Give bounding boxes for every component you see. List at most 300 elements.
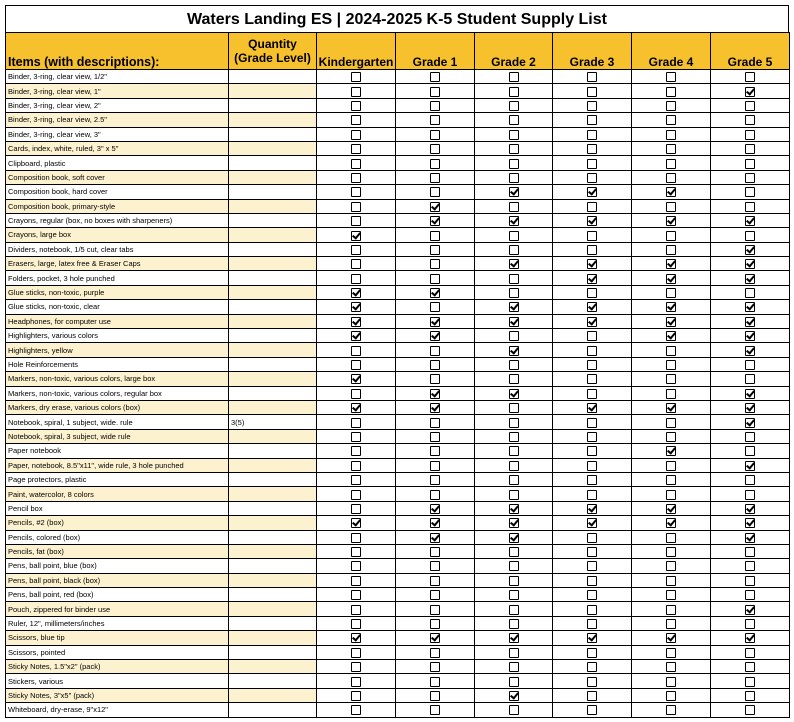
checked-checkbox-icon[interactable] xyxy=(351,231,361,241)
unchecked-checkbox-icon[interactable] xyxy=(430,360,440,370)
checked-checkbox-icon[interactable] xyxy=(587,187,597,197)
checked-checkbox-icon[interactable] xyxy=(745,504,755,514)
unchecked-checkbox-icon[interactable] xyxy=(509,403,519,413)
unchecked-checkbox-icon[interactable] xyxy=(745,360,755,370)
unchecked-checkbox-icon[interactable] xyxy=(430,259,440,269)
unchecked-checkbox-icon[interactable] xyxy=(666,346,676,356)
unchecked-checkbox-icon[interactable] xyxy=(509,115,519,125)
grade-check-cell xyxy=(396,400,475,414)
unchecked-checkbox-icon[interactable] xyxy=(430,231,440,241)
unchecked-checkbox-icon[interactable] xyxy=(509,590,519,600)
grade-check-cell xyxy=(317,645,396,659)
unchecked-checkbox-icon[interactable] xyxy=(430,561,440,571)
unchecked-checkbox-icon[interactable] xyxy=(509,144,519,154)
checked-checkbox-icon[interactable] xyxy=(430,633,440,643)
unchecked-checkbox-icon[interactable] xyxy=(351,144,361,154)
unchecked-checkbox-icon[interactable] xyxy=(430,590,440,600)
checked-checkbox-icon[interactable] xyxy=(587,302,597,312)
unchecked-checkbox-icon[interactable] xyxy=(666,576,676,586)
grade-check-cell xyxy=(396,588,475,602)
unchecked-checkbox-icon[interactable] xyxy=(509,173,519,183)
checked-checkbox-icon[interactable] xyxy=(351,374,361,384)
item-description: Pencils, fat (box) xyxy=(6,544,229,558)
unchecked-checkbox-icon[interactable] xyxy=(587,245,597,255)
unchecked-checkbox-icon[interactable] xyxy=(351,202,361,212)
unchecked-checkbox-icon[interactable] xyxy=(351,590,361,600)
unchecked-checkbox-icon[interactable] xyxy=(587,475,597,485)
unchecked-checkbox-icon[interactable] xyxy=(351,115,361,125)
grade-check-cell xyxy=(553,329,632,343)
checked-checkbox-icon[interactable] xyxy=(745,518,755,528)
unchecked-checkbox-icon[interactable] xyxy=(509,374,519,384)
unchecked-checkbox-icon[interactable] xyxy=(509,475,519,485)
unchecked-checkbox-icon[interactable] xyxy=(430,130,440,140)
unchecked-checkbox-icon[interactable] xyxy=(351,533,361,543)
unchecked-checkbox-icon[interactable] xyxy=(666,490,676,500)
unchecked-checkbox-icon[interactable] xyxy=(351,461,361,471)
unchecked-checkbox-icon[interactable] xyxy=(430,691,440,701)
unchecked-checkbox-icon[interactable] xyxy=(587,389,597,399)
unchecked-checkbox-icon[interactable] xyxy=(587,705,597,715)
unchecked-checkbox-icon[interactable] xyxy=(666,705,676,715)
unchecked-checkbox-icon[interactable] xyxy=(430,648,440,658)
unchecked-checkbox-icon[interactable] xyxy=(587,115,597,125)
unchecked-checkbox-icon[interactable] xyxy=(351,648,361,658)
unchecked-checkbox-icon[interactable] xyxy=(666,547,676,557)
checked-checkbox-icon[interactable] xyxy=(745,633,755,643)
unchecked-checkbox-icon[interactable] xyxy=(745,662,755,672)
checked-checkbox-icon[interactable] xyxy=(745,605,755,615)
checked-checkbox-icon[interactable] xyxy=(430,317,440,327)
unchecked-checkbox-icon[interactable] xyxy=(509,130,519,140)
checked-checkbox-icon[interactable] xyxy=(587,274,597,284)
unchecked-checkbox-icon[interactable] xyxy=(666,144,676,154)
unchecked-checkbox-icon[interactable] xyxy=(587,374,597,384)
unchecked-checkbox-icon[interactable] xyxy=(587,101,597,111)
unchecked-checkbox-icon[interactable] xyxy=(587,144,597,154)
unchecked-checkbox-icon[interactable] xyxy=(430,446,440,456)
unchecked-checkbox-icon[interactable] xyxy=(509,231,519,241)
unchecked-checkbox-icon[interactable] xyxy=(587,432,597,442)
unchecked-checkbox-icon[interactable] xyxy=(666,619,676,629)
unchecked-checkbox-icon[interactable] xyxy=(745,547,755,557)
unchecked-checkbox-icon[interactable] xyxy=(351,490,361,500)
unchecked-checkbox-icon[interactable] xyxy=(509,360,519,370)
unchecked-checkbox-icon[interactable] xyxy=(430,490,440,500)
checked-checkbox-icon[interactable] xyxy=(509,518,519,528)
unchecked-checkbox-icon[interactable] xyxy=(509,605,519,615)
unchecked-checkbox-icon[interactable] xyxy=(666,288,676,298)
unchecked-checkbox-icon[interactable] xyxy=(430,187,440,197)
unchecked-checkbox-icon[interactable] xyxy=(509,619,519,629)
unchecked-checkbox-icon[interactable] xyxy=(509,274,519,284)
unchecked-checkbox-icon[interactable] xyxy=(351,101,361,111)
unchecked-checkbox-icon[interactable] xyxy=(587,346,597,356)
unchecked-checkbox-icon[interactable] xyxy=(745,144,755,154)
checked-checkbox-icon[interactable] xyxy=(745,317,755,327)
unchecked-checkbox-icon[interactable] xyxy=(666,87,676,97)
checked-checkbox-icon[interactable] xyxy=(587,504,597,514)
unchecked-checkbox-icon[interactable] xyxy=(430,274,440,284)
checked-checkbox-icon[interactable] xyxy=(430,389,440,399)
checked-checkbox-icon[interactable] xyxy=(509,216,519,226)
unchecked-checkbox-icon[interactable] xyxy=(745,490,755,500)
grade-check-cell xyxy=(396,415,475,429)
grade-check-cell xyxy=(396,501,475,515)
unchecked-checkbox-icon[interactable] xyxy=(509,418,519,428)
unchecked-checkbox-icon[interactable] xyxy=(351,346,361,356)
table-row xyxy=(6,458,790,472)
unchecked-checkbox-icon[interactable] xyxy=(745,130,755,140)
unchecked-checkbox-icon[interactable] xyxy=(745,159,755,169)
grade-check-cell xyxy=(475,156,553,170)
unchecked-checkbox-icon[interactable] xyxy=(666,418,676,428)
unchecked-checkbox-icon[interactable] xyxy=(351,87,361,97)
unchecked-checkbox-icon[interactable] xyxy=(587,677,597,687)
unchecked-checkbox-icon[interactable] xyxy=(509,662,519,672)
unchecked-checkbox-icon[interactable] xyxy=(666,475,676,485)
checked-checkbox-icon[interactable] xyxy=(666,317,676,327)
unchecked-checkbox-icon[interactable] xyxy=(745,705,755,715)
unchecked-checkbox-icon[interactable] xyxy=(587,446,597,456)
unchecked-checkbox-icon[interactable] xyxy=(666,101,676,111)
checked-checkbox-icon[interactable] xyxy=(509,691,519,701)
unchecked-checkbox-icon[interactable] xyxy=(666,691,676,701)
unchecked-checkbox-icon[interactable] xyxy=(745,619,755,629)
grade-check-cell xyxy=(553,631,632,645)
unchecked-checkbox-icon[interactable] xyxy=(430,475,440,485)
unchecked-checkbox-icon[interactable] xyxy=(509,561,519,571)
unchecked-checkbox-icon[interactable] xyxy=(351,475,361,485)
checked-checkbox-icon[interactable] xyxy=(351,331,361,341)
checked-checkbox-icon[interactable] xyxy=(745,302,755,312)
unchecked-checkbox-icon[interactable] xyxy=(666,389,676,399)
unchecked-checkbox-icon[interactable] xyxy=(430,144,440,154)
item-description: Crayons, regular (box, no boxes with sharpeners) xyxy=(6,213,229,227)
item-quantity xyxy=(229,285,317,299)
unchecked-checkbox-icon[interactable] xyxy=(509,202,519,212)
checked-checkbox-icon[interactable] xyxy=(666,274,676,284)
unchecked-checkbox-icon[interactable] xyxy=(745,187,755,197)
unchecked-checkbox-icon[interactable] xyxy=(745,288,755,298)
checked-checkbox-icon[interactable] xyxy=(430,202,440,212)
checked-checkbox-icon[interactable] xyxy=(587,259,597,269)
unchecked-checkbox-icon[interactable] xyxy=(587,691,597,701)
grade-check-cell xyxy=(317,141,396,155)
grade-check-cell xyxy=(396,127,475,141)
unchecked-checkbox-icon[interactable] xyxy=(430,101,440,111)
unchecked-checkbox-icon[interactable] xyxy=(509,576,519,586)
checked-checkbox-icon[interactable] xyxy=(509,633,519,643)
unchecked-checkbox-icon[interactable] xyxy=(745,446,755,456)
unchecked-checkbox-icon[interactable] xyxy=(430,374,440,384)
unchecked-checkbox-icon[interactable] xyxy=(745,432,755,442)
grade-check-cell xyxy=(475,588,553,602)
unchecked-checkbox-icon[interactable] xyxy=(509,648,519,658)
item-quantity xyxy=(229,185,317,199)
checked-checkbox-icon[interactable] xyxy=(430,518,440,528)
unchecked-checkbox-icon[interactable] xyxy=(430,619,440,629)
unchecked-checkbox-icon[interactable] xyxy=(587,231,597,241)
unchecked-checkbox-icon[interactable] xyxy=(509,432,519,442)
checked-checkbox-icon[interactable] xyxy=(351,317,361,327)
unchecked-checkbox-icon[interactable] xyxy=(666,115,676,125)
unchecked-checkbox-icon[interactable] xyxy=(745,115,755,125)
unchecked-checkbox-icon[interactable] xyxy=(351,691,361,701)
unchecked-checkbox-icon[interactable] xyxy=(351,662,361,672)
unchecked-checkbox-icon[interactable] xyxy=(587,288,597,298)
unchecked-checkbox-icon[interactable] xyxy=(430,576,440,586)
unchecked-checkbox-icon[interactable] xyxy=(745,202,755,212)
unchecked-checkbox-icon[interactable] xyxy=(351,173,361,183)
unchecked-checkbox-icon[interactable] xyxy=(666,360,676,370)
item-description: Pens, ball point, blue (box) xyxy=(6,559,229,573)
item-quantity xyxy=(229,530,317,544)
unchecked-checkbox-icon[interactable] xyxy=(351,705,361,715)
checked-checkbox-icon[interactable] xyxy=(430,331,440,341)
unchecked-checkbox-icon[interactable] xyxy=(745,101,755,111)
unchecked-checkbox-icon[interactable] xyxy=(509,87,519,97)
unchecked-checkbox-icon[interactable] xyxy=(587,561,597,571)
unchecked-checkbox-icon[interactable] xyxy=(430,605,440,615)
unchecked-checkbox-icon[interactable] xyxy=(666,374,676,384)
unchecked-checkbox-icon[interactable] xyxy=(351,446,361,456)
grade-check-cell xyxy=(396,84,475,98)
unchecked-checkbox-icon[interactable] xyxy=(351,259,361,269)
unchecked-checkbox-icon[interactable] xyxy=(587,605,597,615)
unchecked-checkbox-icon[interactable] xyxy=(745,691,755,701)
unchecked-checkbox-icon[interactable] xyxy=(430,173,440,183)
unchecked-checkbox-icon[interactable] xyxy=(745,173,755,183)
checked-checkbox-icon[interactable] xyxy=(745,403,755,413)
unchecked-checkbox-icon[interactable] xyxy=(745,677,755,687)
unchecked-checkbox-icon[interactable] xyxy=(666,677,676,687)
checked-checkbox-icon[interactable] xyxy=(666,187,676,197)
unchecked-checkbox-icon[interactable] xyxy=(351,504,361,514)
unchecked-checkbox-icon[interactable] xyxy=(666,432,676,442)
unchecked-checkbox-icon[interactable] xyxy=(666,662,676,672)
checked-checkbox-icon[interactable] xyxy=(351,302,361,312)
checked-checkbox-icon[interactable] xyxy=(587,633,597,643)
unchecked-checkbox-icon[interactable] xyxy=(587,72,597,82)
unchecked-checkbox-icon[interactable] xyxy=(430,245,440,255)
unchecked-checkbox-icon[interactable] xyxy=(509,101,519,111)
checked-checkbox-icon[interactable] xyxy=(666,446,676,456)
checked-checkbox-icon[interactable] xyxy=(745,331,755,341)
unchecked-checkbox-icon[interactable] xyxy=(351,187,361,197)
unchecked-checkbox-icon[interactable] xyxy=(509,461,519,471)
unchecked-checkbox-icon[interactable] xyxy=(509,245,519,255)
checked-checkbox-icon[interactable] xyxy=(666,403,676,413)
unchecked-checkbox-icon[interactable] xyxy=(351,418,361,428)
unchecked-checkbox-icon[interactable] xyxy=(351,619,361,629)
unchecked-checkbox-icon[interactable] xyxy=(351,130,361,140)
unchecked-checkbox-icon[interactable] xyxy=(587,159,597,169)
unchecked-checkbox-icon[interactable] xyxy=(351,432,361,442)
table-row xyxy=(6,185,790,199)
unchecked-checkbox-icon[interactable] xyxy=(430,432,440,442)
checked-checkbox-icon[interactable] xyxy=(509,504,519,514)
grade-check-cell xyxy=(475,228,553,242)
unchecked-checkbox-icon[interactable] xyxy=(587,590,597,600)
unchecked-checkbox-icon[interactable] xyxy=(745,561,755,571)
unchecked-checkbox-icon[interactable] xyxy=(745,231,755,241)
unchecked-checkbox-icon[interactable] xyxy=(509,331,519,341)
unchecked-checkbox-icon[interactable] xyxy=(351,576,361,586)
unchecked-checkbox-icon[interactable] xyxy=(351,360,361,370)
unchecked-checkbox-icon[interactable] xyxy=(587,533,597,543)
checked-checkbox-icon[interactable] xyxy=(430,504,440,514)
checked-checkbox-icon[interactable] xyxy=(509,389,519,399)
unchecked-checkbox-icon[interactable] xyxy=(587,130,597,140)
checked-checkbox-icon[interactable] xyxy=(745,216,755,226)
unchecked-checkbox-icon[interactable] xyxy=(509,490,519,500)
unchecked-checkbox-icon[interactable] xyxy=(587,648,597,658)
unchecked-checkbox-icon[interactable] xyxy=(351,561,361,571)
unchecked-checkbox-icon[interactable] xyxy=(351,245,361,255)
unchecked-checkbox-icon[interactable] xyxy=(587,87,597,97)
checked-checkbox-icon[interactable] xyxy=(351,288,361,298)
unchecked-checkbox-icon[interactable] xyxy=(351,677,361,687)
unchecked-checkbox-icon[interactable] xyxy=(509,677,519,687)
unchecked-checkbox-icon[interactable] xyxy=(666,461,676,471)
unchecked-checkbox-icon[interactable] xyxy=(666,605,676,615)
unchecked-checkbox-icon[interactable] xyxy=(587,418,597,428)
grade-check-cell xyxy=(475,329,553,343)
checked-checkbox-icon[interactable] xyxy=(509,317,519,327)
unchecked-checkbox-icon[interactable] xyxy=(587,331,597,341)
checked-checkbox-icon[interactable] xyxy=(430,288,440,298)
unchecked-checkbox-icon[interactable] xyxy=(351,605,361,615)
checked-checkbox-icon[interactable] xyxy=(745,245,755,255)
unchecked-checkbox-icon[interactable] xyxy=(351,216,361,226)
unchecked-checkbox-icon[interactable] xyxy=(745,374,755,384)
checked-checkbox-icon[interactable] xyxy=(745,461,755,471)
unchecked-checkbox-icon[interactable] xyxy=(666,590,676,600)
grade-check-cell xyxy=(711,141,790,155)
unchecked-checkbox-icon[interactable] xyxy=(430,418,440,428)
checked-checkbox-icon[interactable] xyxy=(666,504,676,514)
unchecked-checkbox-icon[interactable] xyxy=(587,576,597,586)
unchecked-checkbox-icon[interactable] xyxy=(351,274,361,284)
checked-checkbox-icon[interactable] xyxy=(509,187,519,197)
unchecked-checkbox-icon[interactable] xyxy=(509,159,519,169)
unchecked-checkbox-icon[interactable] xyxy=(745,590,755,600)
unchecked-checkbox-icon[interactable] xyxy=(430,346,440,356)
unchecked-checkbox-icon[interactable] xyxy=(745,648,755,658)
grade-check-cell xyxy=(396,242,475,256)
checked-checkbox-icon[interactable] xyxy=(745,389,755,399)
checked-checkbox-icon[interactable] xyxy=(587,216,597,226)
checked-checkbox-icon[interactable] xyxy=(745,274,755,284)
unchecked-checkbox-icon[interactable] xyxy=(509,288,519,298)
checked-checkbox-icon[interactable] xyxy=(666,633,676,643)
checked-checkbox-icon[interactable] xyxy=(509,302,519,312)
checked-checkbox-icon[interactable] xyxy=(351,633,361,643)
checked-checkbox-icon[interactable] xyxy=(745,259,755,269)
unchecked-checkbox-icon[interactable] xyxy=(587,360,597,370)
checked-checkbox-icon[interactable] xyxy=(745,87,755,97)
item-description: Paint, watercolor, 8 colors xyxy=(6,487,229,501)
unchecked-checkbox-icon[interactable] xyxy=(430,115,440,125)
checked-checkbox-icon[interactable] xyxy=(666,302,676,312)
checked-checkbox-icon[interactable] xyxy=(745,346,755,356)
unchecked-checkbox-icon[interactable] xyxy=(666,533,676,543)
unchecked-checkbox-icon[interactable] xyxy=(666,561,676,571)
unchecked-checkbox-icon[interactable] xyxy=(430,662,440,672)
unchecked-checkbox-icon[interactable] xyxy=(587,202,597,212)
checked-checkbox-icon[interactable] xyxy=(430,216,440,226)
checked-checkbox-icon[interactable] xyxy=(745,533,755,543)
checked-checkbox-icon[interactable] xyxy=(745,418,755,428)
unchecked-checkbox-icon[interactable] xyxy=(587,547,597,557)
unchecked-checkbox-icon[interactable] xyxy=(666,130,676,140)
checked-checkbox-icon[interactable] xyxy=(509,259,519,269)
checked-checkbox-icon[interactable] xyxy=(666,259,676,269)
checked-checkbox-icon[interactable] xyxy=(587,518,597,528)
checked-checkbox-icon[interactable] xyxy=(351,518,361,528)
unchecked-checkbox-icon[interactable] xyxy=(430,159,440,169)
unchecked-checkbox-icon[interactable] xyxy=(351,389,361,399)
checked-checkbox-icon[interactable] xyxy=(509,533,519,543)
checked-checkbox-icon[interactable] xyxy=(509,346,519,356)
checked-checkbox-icon[interactable] xyxy=(351,403,361,413)
unchecked-checkbox-icon[interactable] xyxy=(587,662,597,672)
unchecked-checkbox-icon[interactable] xyxy=(587,461,597,471)
checked-checkbox-icon[interactable] xyxy=(666,518,676,528)
grade-check-cell xyxy=(632,530,711,544)
unchecked-checkbox-icon[interactable] xyxy=(666,72,676,82)
unchecked-checkbox-icon[interactable] xyxy=(430,302,440,312)
grade-check-cell xyxy=(632,329,711,343)
unchecked-checkbox-icon[interactable] xyxy=(666,231,676,241)
unchecked-checkbox-icon[interactable] xyxy=(587,619,597,629)
unchecked-checkbox-icon[interactable] xyxy=(351,72,361,82)
unchecked-checkbox-icon[interactable] xyxy=(745,475,755,485)
unchecked-checkbox-icon[interactable] xyxy=(509,72,519,82)
checked-checkbox-icon[interactable] xyxy=(587,403,597,413)
unchecked-checkbox-icon[interactable] xyxy=(666,173,676,183)
checked-checkbox-icon[interactable] xyxy=(430,403,440,413)
unchecked-checkbox-icon[interactable] xyxy=(509,705,519,715)
checked-checkbox-icon[interactable] xyxy=(587,317,597,327)
unchecked-checkbox-icon[interactable] xyxy=(587,490,597,500)
unchecked-checkbox-icon[interactable] xyxy=(509,547,519,557)
unchecked-checkbox-icon[interactable] xyxy=(351,547,361,557)
unchecked-checkbox-icon[interactable] xyxy=(509,446,519,456)
unchecked-checkbox-icon[interactable] xyxy=(430,677,440,687)
unchecked-checkbox-icon[interactable] xyxy=(351,159,361,169)
unchecked-checkbox-icon[interactable] xyxy=(745,72,755,82)
unchecked-checkbox-icon[interactable] xyxy=(666,159,676,169)
unchecked-checkbox-icon[interactable] xyxy=(666,202,676,212)
unchecked-checkbox-icon[interactable] xyxy=(666,245,676,255)
unchecked-checkbox-icon[interactable] xyxy=(587,173,597,183)
unchecked-checkbox-icon[interactable] xyxy=(430,705,440,715)
grade-check-cell xyxy=(475,429,553,443)
unchecked-checkbox-icon[interactable] xyxy=(430,461,440,471)
grade-check-cell xyxy=(317,559,396,573)
unchecked-checkbox-icon[interactable] xyxy=(430,72,440,82)
unchecked-checkbox-icon[interactable] xyxy=(430,547,440,557)
unchecked-checkbox-icon[interactable] xyxy=(430,87,440,97)
checked-checkbox-icon[interactable] xyxy=(666,331,676,341)
checked-checkbox-icon[interactable] xyxy=(666,216,676,226)
checked-checkbox-icon[interactable] xyxy=(430,533,440,543)
unchecked-checkbox-icon[interactable] xyxy=(745,576,755,586)
table-row xyxy=(6,487,790,501)
unchecked-checkbox-icon[interactable] xyxy=(666,648,676,658)
